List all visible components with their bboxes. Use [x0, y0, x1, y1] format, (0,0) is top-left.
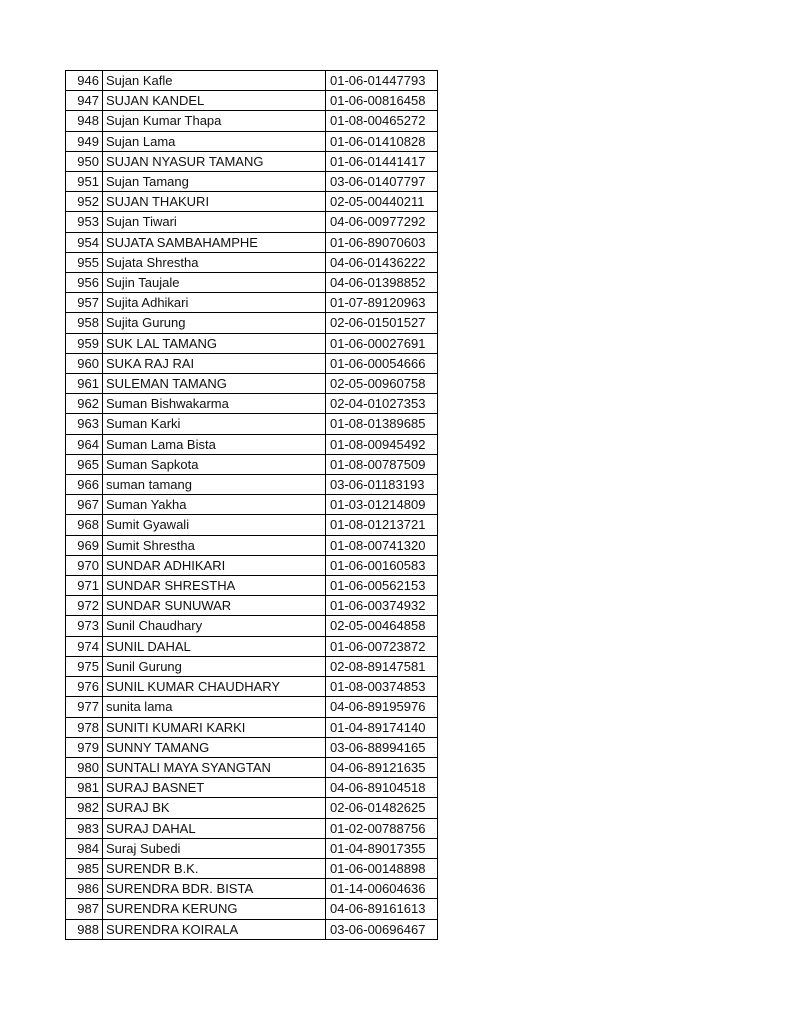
row-number-cell: 959 [66, 333, 103, 353]
id-code-cell: 01-04-89017355 [326, 838, 438, 858]
table-row [66, 394, 438, 414]
name-cell: SURENDRA KOIRALA [103, 919, 326, 939]
id-code-cell: 01-06-00160583 [326, 555, 438, 575]
row-number-cell: 973 [66, 616, 103, 636]
name-cell: SUJAN KANDEL [103, 91, 326, 111]
id-code-cell: 01-07-89120963 [326, 293, 438, 313]
row-number-cell: 956 [66, 273, 103, 293]
id-code-cell: 03-06-01407797 [326, 172, 438, 192]
row-number-cell: 976 [66, 677, 103, 697]
row-number-cell: 985 [66, 858, 103, 878]
table-row [66, 71, 438, 91]
row-number-cell: 950 [66, 151, 103, 171]
row-number-cell: 963 [66, 414, 103, 434]
row-number-cell: 965 [66, 454, 103, 474]
roster-table [65, 70, 438, 940]
row-number-cell: 981 [66, 778, 103, 798]
row-number-cell: 983 [66, 818, 103, 838]
id-code-cell: 01-06-00562153 [326, 576, 438, 596]
name-cell: Sujata Shrestha [103, 252, 326, 272]
table-row [66, 172, 438, 192]
row-number-cell: 972 [66, 596, 103, 616]
name-cell: Suraj Subedi [103, 838, 326, 858]
name-cell: SUNNY TAMANG [103, 737, 326, 757]
row-number-cell: 978 [66, 717, 103, 737]
row-number-cell: 949 [66, 131, 103, 151]
name-cell: Sujita Gurung [103, 313, 326, 333]
table-row [66, 677, 438, 697]
name-cell: SUNIL DAHAL [103, 636, 326, 656]
id-code-cell: 01-06-00816458 [326, 91, 438, 111]
id-code-cell: 01-06-01441417 [326, 151, 438, 171]
id-code-cell: 01-08-00787509 [326, 454, 438, 474]
name-cell: SUK LAL TAMANG [103, 333, 326, 353]
id-code-cell: 02-05-00440211 [326, 192, 438, 212]
row-number-cell: 986 [66, 879, 103, 899]
name-cell: Suman Yakha [103, 495, 326, 515]
table-row [66, 798, 438, 818]
id-code-cell: 01-02-00788756 [326, 818, 438, 838]
table-row [66, 273, 438, 293]
name-cell: Sujan Tiwari [103, 212, 326, 232]
table-row [66, 131, 438, 151]
name-cell: SUJAN NYASUR TAMANG [103, 151, 326, 171]
name-cell: Sujan Lama [103, 131, 326, 151]
id-code-cell: 01-06-00374932 [326, 596, 438, 616]
id-code-cell: 01-06-01447793 [326, 71, 438, 91]
row-number-cell: 964 [66, 434, 103, 454]
name-cell: SURAJ BK [103, 798, 326, 818]
row-number-cell: 954 [66, 232, 103, 252]
id-code-cell: 02-04-01027353 [326, 394, 438, 414]
id-code-cell: 01-08-00741320 [326, 535, 438, 555]
row-number-cell: 987 [66, 899, 103, 919]
name-cell: SURENDR B.K. [103, 858, 326, 878]
name-cell: SURENDRA BDR. BISTA [103, 879, 326, 899]
id-code-cell: 04-06-89161613 [326, 899, 438, 919]
id-code-cell: 01-06-89070603 [326, 232, 438, 252]
table-row [66, 616, 438, 636]
table-row [66, 353, 438, 373]
id-code-cell: 04-06-89121635 [326, 757, 438, 777]
row-number-cell: 961 [66, 374, 103, 394]
table-row [66, 151, 438, 171]
table-row [66, 293, 438, 313]
table-row [66, 757, 438, 777]
name-cell: Sumit Gyawali [103, 515, 326, 535]
name-cell: SUJAN THAKURI [103, 192, 326, 212]
id-code-cell: 01-06-00054666 [326, 353, 438, 373]
name-cell: sunita lama [103, 697, 326, 717]
id-code-cell: 04-06-00977292 [326, 212, 438, 232]
row-number-cell: 974 [66, 636, 103, 656]
row-number-cell: 951 [66, 172, 103, 192]
table-row [66, 192, 438, 212]
id-code-cell: 02-06-01482625 [326, 798, 438, 818]
row-number-cell: 962 [66, 394, 103, 414]
table-row [66, 919, 438, 939]
name-cell: Suman Bishwakarma [103, 394, 326, 414]
name-cell: SUNITI KUMARI KARKI [103, 717, 326, 737]
row-number-cell: 948 [66, 111, 103, 131]
row-number-cell: 982 [66, 798, 103, 818]
name-cell: Sunil Gurung [103, 656, 326, 676]
table-row [66, 737, 438, 757]
table-row [66, 717, 438, 737]
name-cell: Sujin Taujale [103, 273, 326, 293]
table-row [66, 899, 438, 919]
row-number-cell: 947 [66, 91, 103, 111]
id-code-cell: 04-06-89104518 [326, 778, 438, 798]
name-cell: SUNTALI MAYA SYANGTAN [103, 757, 326, 777]
row-number-cell: 967 [66, 495, 103, 515]
table-row [66, 879, 438, 899]
table-row [66, 454, 438, 474]
row-number-cell: 957 [66, 293, 103, 313]
table-row [66, 111, 438, 131]
row-number-cell: 970 [66, 555, 103, 575]
id-code-cell: 01-08-00374853 [326, 677, 438, 697]
table-row [66, 232, 438, 252]
id-code-cell: 01-04-89174140 [326, 717, 438, 737]
row-number-cell: 971 [66, 576, 103, 596]
id-code-cell: 01-03-01214809 [326, 495, 438, 515]
table-row [66, 212, 438, 232]
name-cell: SURAJ DAHAL [103, 818, 326, 838]
table-row [66, 535, 438, 555]
name-cell: SUJATA SAMBAHAMPHE [103, 232, 326, 252]
table-row [66, 515, 438, 535]
row-number-cell: 984 [66, 838, 103, 858]
id-code-cell: 04-06-89195976 [326, 697, 438, 717]
table-row [66, 818, 438, 838]
table-row [66, 475, 438, 495]
name-cell: suman tamang [103, 475, 326, 495]
name-cell: SURENDRA KERUNG [103, 899, 326, 919]
row-number-cell: 975 [66, 656, 103, 676]
table-row [66, 636, 438, 656]
row-number-cell: 977 [66, 697, 103, 717]
table-row [66, 374, 438, 394]
name-cell: SURAJ BASNET [103, 778, 326, 798]
row-number-cell: 980 [66, 757, 103, 777]
row-number-cell: 946 [66, 71, 103, 91]
table-row [66, 656, 438, 676]
id-code-cell: 01-08-00465272 [326, 111, 438, 131]
table-row [66, 778, 438, 798]
id-code-cell: 04-06-01398852 [326, 273, 438, 293]
id-code-cell: 01-06-01410828 [326, 131, 438, 151]
name-cell: SUNDAR SHRESTHA [103, 576, 326, 596]
table-row [66, 858, 438, 878]
row-number-cell: 953 [66, 212, 103, 232]
id-code-cell: 01-14-00604636 [326, 879, 438, 899]
id-code-cell: 01-06-00723872 [326, 636, 438, 656]
id-code-cell: 02-08-89147581 [326, 656, 438, 676]
table-row [66, 576, 438, 596]
name-cell: SUKA RAJ RAI [103, 353, 326, 373]
name-cell: Sunil Chaudhary [103, 616, 326, 636]
table-row [66, 91, 438, 111]
table-row [66, 596, 438, 616]
name-cell: SUNDAR SUNUWAR [103, 596, 326, 616]
table-row [66, 434, 438, 454]
id-code-cell: 01-06-00148898 [326, 858, 438, 878]
name-cell: Sumit Shrestha [103, 535, 326, 555]
name-cell: Sujan Kafle [103, 71, 326, 91]
id-code-cell: 02-06-01501527 [326, 313, 438, 333]
row-number-cell: 979 [66, 737, 103, 757]
id-code-cell: 01-08-01389685 [326, 414, 438, 434]
table-row [66, 333, 438, 353]
row-number-cell: 952 [66, 192, 103, 212]
table-row [66, 838, 438, 858]
id-code-cell: 03-06-01183193 [326, 475, 438, 495]
id-code-cell: 03-06-00696467 [326, 919, 438, 939]
name-cell: Suman Sapkota [103, 454, 326, 474]
table-row [66, 252, 438, 272]
row-number-cell: 958 [66, 313, 103, 333]
name-cell: SUNDAR ADHIKARI [103, 555, 326, 575]
table-row [66, 414, 438, 434]
id-code-cell: 02-05-00960758 [326, 374, 438, 394]
name-cell: Suman Karki [103, 414, 326, 434]
row-number-cell: 968 [66, 515, 103, 535]
id-code-cell: 02-05-00464858 [326, 616, 438, 636]
id-code-cell: 01-06-00027691 [326, 333, 438, 353]
name-cell: Sujan Tamang [103, 172, 326, 192]
name-cell: Suman Lama Bista [103, 434, 326, 454]
row-number-cell: 969 [66, 535, 103, 555]
name-cell: SULEMAN TAMANG [103, 374, 326, 394]
row-number-cell: 955 [66, 252, 103, 272]
table-row [66, 697, 438, 717]
name-cell: Sujan Kumar Thapa [103, 111, 326, 131]
table-row [66, 495, 438, 515]
table-row [66, 555, 438, 575]
table-row [66, 313, 438, 333]
id-code-cell: 04-06-01436222 [326, 252, 438, 272]
name-cell: Sujita Adhikari [103, 293, 326, 313]
roster-body [66, 71, 438, 940]
row-number-cell: 960 [66, 353, 103, 373]
id-code-cell: 01-08-01213721 [326, 515, 438, 535]
id-code-cell: 03-06-88994165 [326, 737, 438, 757]
row-number-cell: 966 [66, 475, 103, 495]
id-code-cell: 01-08-00945492 [326, 434, 438, 454]
row-number-cell: 988 [66, 919, 103, 939]
name-cell: SUNIL KUMAR CHAUDHARY [103, 677, 326, 697]
